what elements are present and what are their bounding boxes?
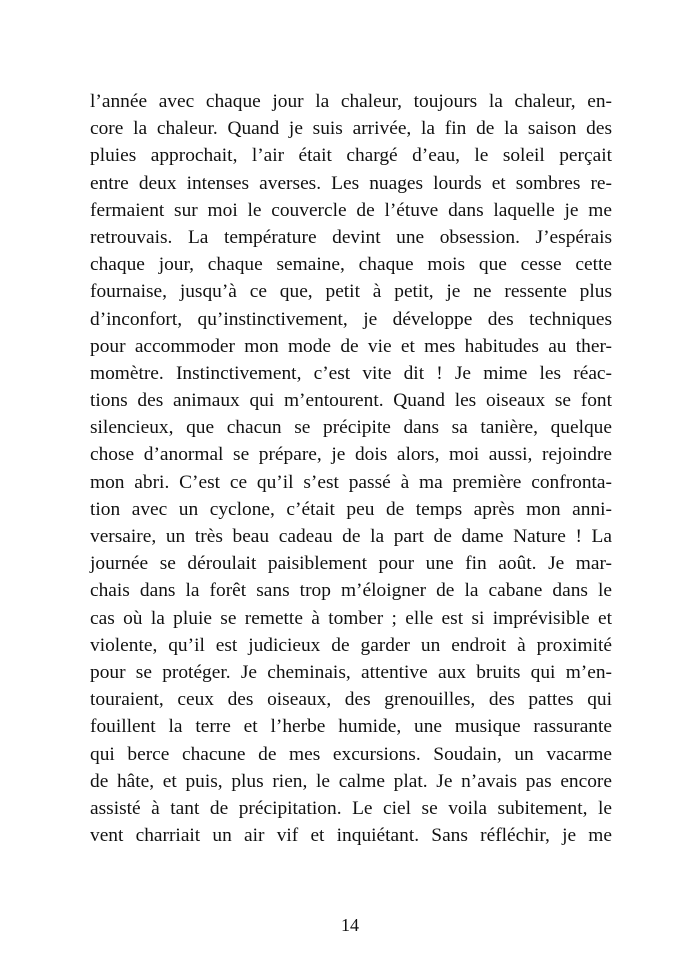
text-line: entre deux intenses averses. Les nuages lourds et sombres re- <box>90 172 612 194</box>
page-number: 14 <box>341 915 359 935</box>
text-line: chaque jour, chaque semaine, chaque mois que cesse cette <box>90 254 612 276</box>
text-line: pluies approchait, l’air était chargé d’eau, le soleil perçait <box>90 145 612 167</box>
text-line: versaire, un très beau cadeau de la part de dame Nature ! La <box>90 526 612 547</box>
text-line: core la chaleur. Quand je suis arrivée, la fin de la saison des <box>90 118 612 140</box>
text-line: touraient, ceux des oiseaux, des grenouilles, des pattes qui <box>90 689 612 711</box>
text-line: silencieux, que chacun se précipite dans sa tanière, quelque <box>90 417 612 439</box>
text-line: qui berce chacune de mes excursions. Soudain, un vacarme <box>90 743 612 765</box>
text-line: d’inconfort, qu’instinctivement, je développe des techniques <box>90 308 612 330</box>
text-line: mon abri. C’est ce qu’il s’est passé à ma première confronta- <box>90 471 612 493</box>
text-line: chais dans la forêt sans trop m’éloigner de la cabane dans le <box>90 580 612 602</box>
text-line: cas où la pluie se remette à tomber ; elle est si imprévisible et <box>90 607 612 629</box>
body-text <box>90 88 612 849</box>
text-line: vent charriait un air vif et inquiétant. Sans réfléchir, je me <box>90 825 612 847</box>
text-line: assisté à tant de précipitation. Le ciel se voila subitement, le <box>90 797 612 819</box>
text-line: pour se protéger. Je cheminais, attentive aux bruits qui m’en- <box>90 661 612 683</box>
text-line: retrouvais. La température devint une obsession. J’espérais <box>90 226 612 248</box>
text-line: tion avec un cyclone, c’était peu de temps après mon anni- <box>90 498 612 520</box>
text-line: tions des animaux qui m’entourent. Quand les oiseaux se font <box>90 390 612 412</box>
text-line: fournaise, jusqu’à ce que, petit à petit, je ne ressente plus <box>90 281 612 303</box>
text-line: l’année avec chaque jour la chaleur, toujours la chaleur, en- <box>90 91 612 112</box>
text-line: fermaient sur moi le couvercle de l’étuve dans laquelle je me <box>90 199 612 221</box>
text-line: chose d’anormal se prépare, je dois alors, moi aussi, rejoindre <box>90 444 612 466</box>
text-line: momètre. Instinctivement, c’est vite dit ! Je mime les réac- <box>90 362 612 384</box>
text-line: journée se déroulait paisiblement pour une fin août. Je mar- <box>90 553 612 575</box>
text-line: pour accommoder mon mode de vie et mes habitudes au ther- <box>90 335 612 357</box>
text-line: de hâte, et puis, plus rien, le calme plat. Je n’avais pas encore <box>90 770 612 792</box>
text-line: violente, qu’il est judicieux de garder un endroit à proximité <box>90 634 612 656</box>
text-line: fouillent la terre et l’herbe humide, une musique rassurante <box>90 716 612 738</box>
